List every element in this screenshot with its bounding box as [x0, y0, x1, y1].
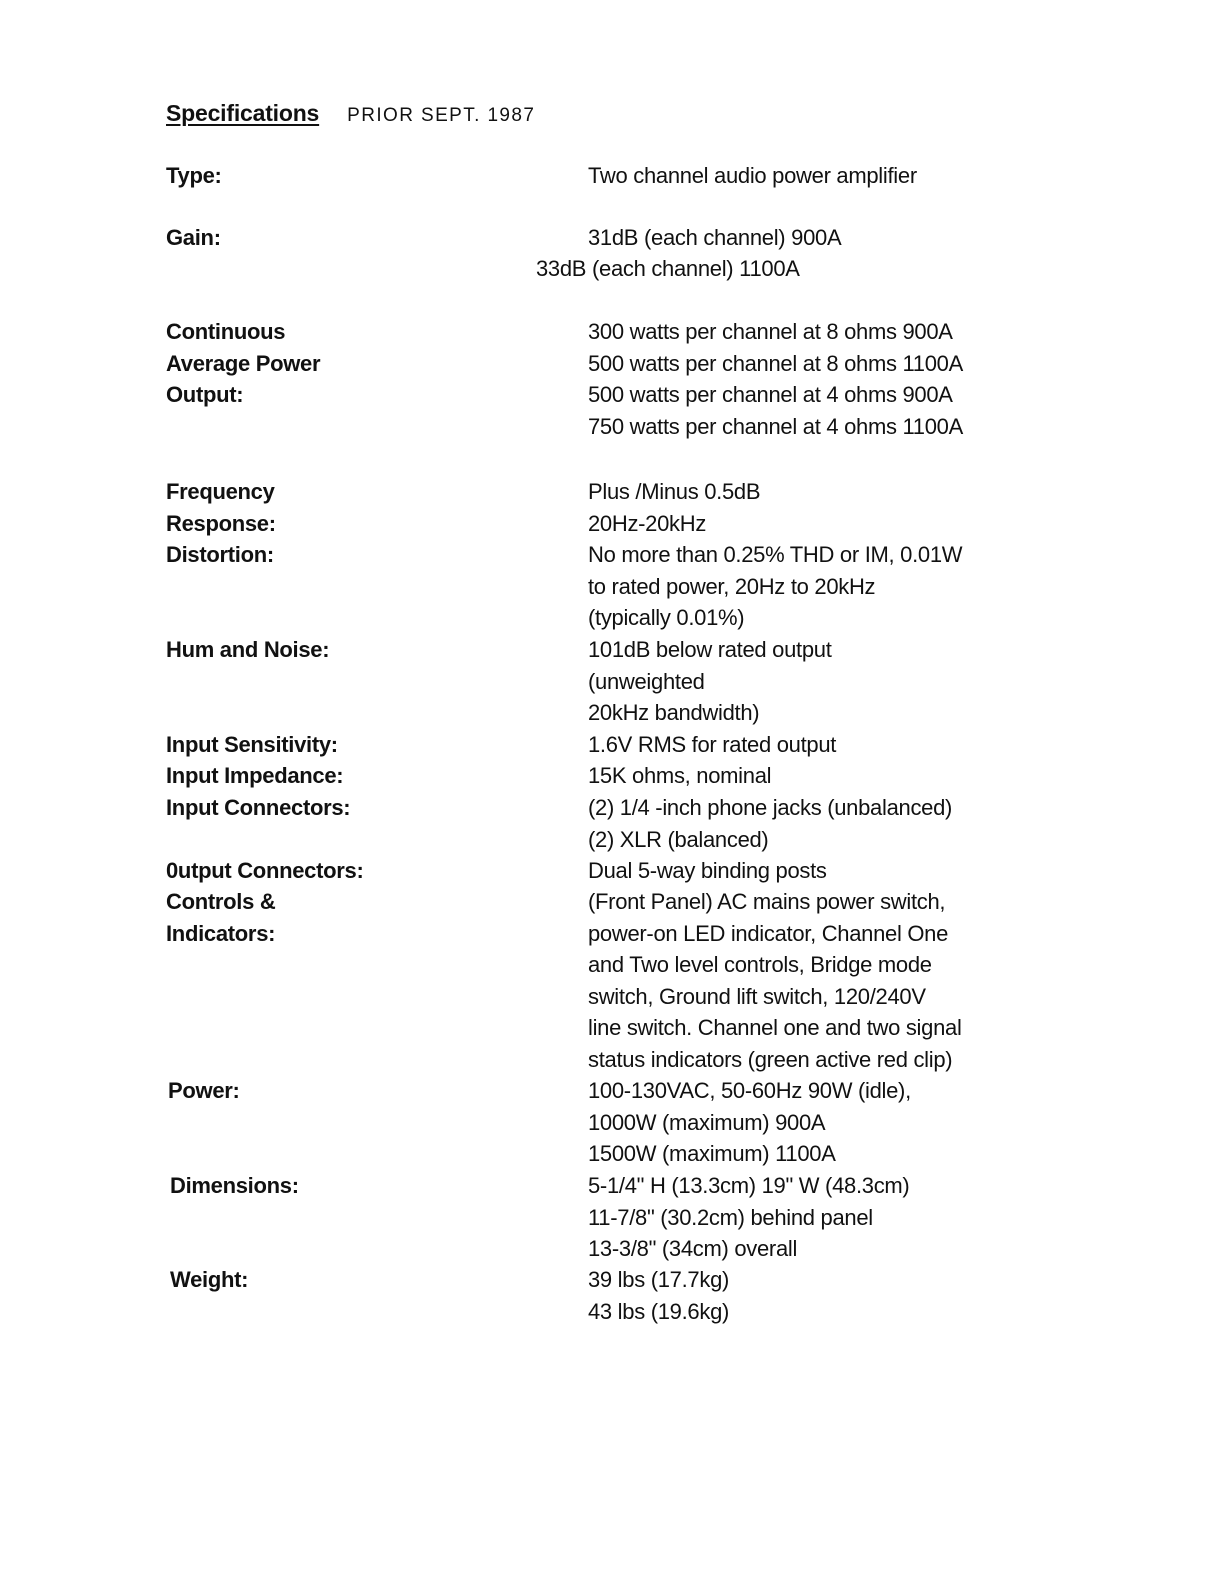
input-sensitivity-label: Input Sensitivity:: [166, 732, 338, 757]
dimensions-label: Dimensions:: [170, 1173, 299, 1198]
input-impedance-value: 15K ohms, nominal: [588, 763, 772, 788]
gain-value-1100a: 33dB (each channel) 1100A: [536, 256, 800, 281]
controls-indicators-values: (Front Panel) AC mains power switch, power-on LED indicator, Channel One and Two level controls, Bridge mode switch, Ground lift switch, 120/240V line switch. Channel one and two signal status indicators (green active red clip): [588, 889, 962, 1072]
type-label: Type:: [166, 163, 222, 188]
frequency-response-label: Frequency Response:: [166, 479, 276, 536]
output-connectors-value: Dual 5-way binding posts: [588, 858, 827, 883]
distortion-values: No more than 0.25% THD or IM, 0.01W to rated power, 20Hz to 20kHz (typically 0.01%): [588, 542, 963, 631]
distortion-label: Distortion:: [166, 542, 274, 567]
dimensions-values: 5-1/4" H (13.3cm) 19" W (48.3cm) 11-7/8" (30.2cm) behind panel 13-3/8" (34cm) overall: [588, 1173, 910, 1262]
input-impedance-label: Input Impedance:: [166, 763, 344, 788]
spec-heading: [166, 100, 535, 127]
weight-values: 39 lbs (17.7kg) 43 lbs (19.6kg): [588, 1267, 730, 1324]
controls-indicators-label: Controls & Indicators:: [166, 889, 276, 946]
type-value: Two channel audio power amplifier: [588, 163, 917, 188]
specifications-title: Specifications: [166, 100, 320, 126]
date-subtitle: PRIOR SEPT. 1987: [347, 105, 536, 126]
power-values: 100-130VAC, 50-60Hz 90W (idle), 1000W (maximum) 900A 1500W (maximum) 1100A: [588, 1078, 911, 1167]
hum-noise-values: 101dB below rated output (unweighted 20kHz bandwidth): [588, 637, 832, 726]
output-connectors-label: 0utput Connectors:: [166, 858, 364, 883]
hum-noise-label: Hum and Noise:: [166, 637, 330, 662]
power-output-values: 300 watts per channel at 8 ohms 900A 500 watts per channel at 8 ohms 1100A 500 watts per channel at 4 ohms 900A 750 watts per channel at 4 ohms 1100A: [588, 319, 963, 439]
input-connectors-values: (2) 1/4 -inch phone jacks (unbalanced) (2) XLR (balanced): [588, 795, 953, 852]
frequency-response-values: Plus /Minus 0.5dB 20Hz-20kHz: [588, 479, 761, 536]
power-output-label: Continuous Average Power Output:: [166, 319, 321, 408]
power-label: Power:: [168, 1078, 240, 1103]
gain-label: Gain:: [166, 225, 221, 250]
weight-label: Weight:: [170, 1267, 249, 1292]
input-sensitivity-value: 1.6V RMS for rated output: [588, 732, 837, 757]
gain-value-900a: 31dB (each channel) 900A: [588, 225, 842, 250]
input-connectors-label: Input Connectors:: [166, 795, 351, 820]
